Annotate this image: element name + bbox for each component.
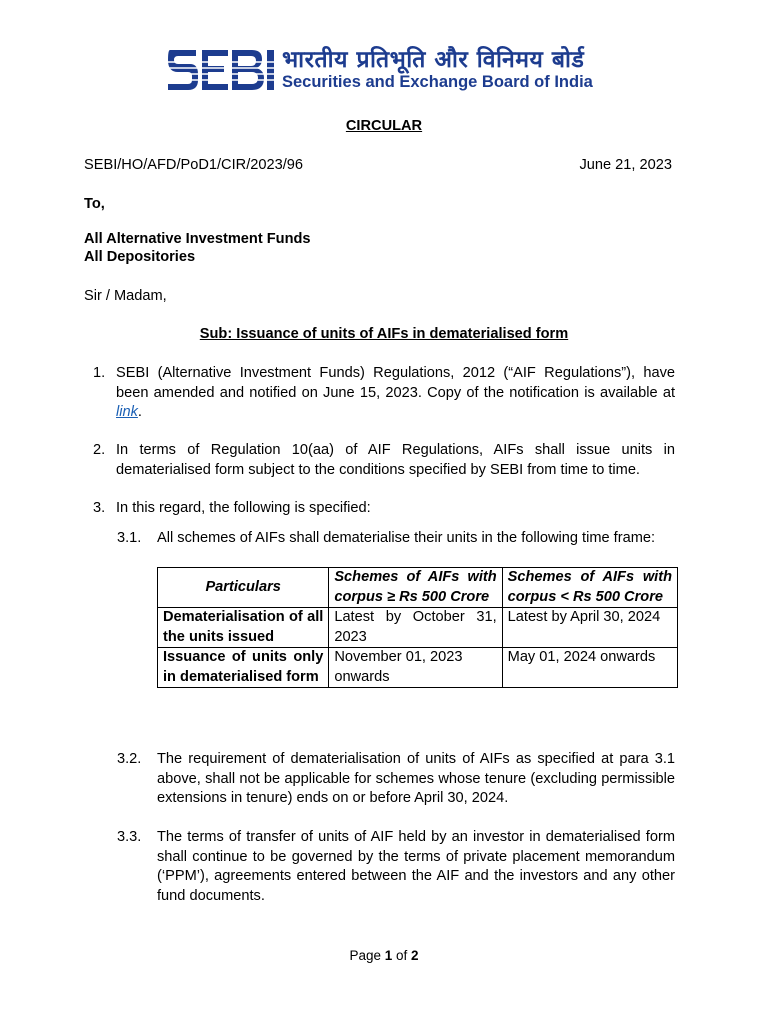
table-cell: November 01, 2023 onwards xyxy=(329,648,502,688)
table-row xyxy=(158,608,678,648)
point-3-3-text: The terms of transfer of units of AIF held by an investor in dematerialised form shall continue to be governed by the terms of private placement memorandum (‘PPM’), agreements entered between the AIF and the investors and any other fund documents. xyxy=(157,829,675,904)
sebi-header xyxy=(166,40,606,100)
sebi-hindi-name: भारतीय प्रतिभूति और विनिमय बोर्ड xyxy=(282,47,585,73)
recipient-aifs: All Alternative Investment Funds xyxy=(84,231,311,247)
table-header-small-corpus: Schemes of AIFs with corpus < Rs 500 Crore xyxy=(502,568,677,608)
sebi-english-name: Securities and Exchange Board of India xyxy=(282,73,593,91)
point-3-2-text: The requirement of dematerialisation of units of AIFs as specified at para 3.1 above, shall not be applicable for schemes whose tenure (excluding permissible extensions in tenure) ends on or before April 30, 2024. xyxy=(157,751,675,806)
point-3-2-number: 3.2. xyxy=(117,751,142,767)
table-cell: Latest by October 31, 2023 xyxy=(329,608,502,648)
table-cell: Dematerialisation of all the units issued xyxy=(158,608,329,648)
circular-title: CIRCULAR xyxy=(345,118,423,134)
point-3-1-number: 3.1. xyxy=(117,530,142,546)
table-header-row xyxy=(158,568,678,608)
total-pages: 2 xyxy=(411,948,419,963)
recipient-depositories: All Depositories xyxy=(84,249,196,265)
point-3-3-number: 3.3. xyxy=(117,829,142,845)
point-2-text: In terms of Regulation 10(aa) of AIF Regulations, AIFs shall issue units in dematerialised form subject to the conditions specified by SEBI from time to time. xyxy=(116,442,675,478)
of-label: of xyxy=(396,948,408,963)
point-3-1-text: All schemes of AIFs shall dematerialise their units in the following time frame: xyxy=(157,530,656,546)
subject-line: Sub: Issuance of units of AIFs in dematerialised form xyxy=(199,326,569,342)
page-number xyxy=(0,946,768,966)
point-1-number: 1. xyxy=(93,365,106,381)
table-header-particulars: Particulars xyxy=(158,568,329,608)
table-cell: Issuance of units only in dematerialised form xyxy=(158,648,329,688)
page-label: Page xyxy=(349,948,381,963)
point-1-text-end: . xyxy=(137,404,142,420)
point-1-text-main: SEBI (Alternative Investment Funds) Regulations, 2012 (“AIF Regulations”), have been amended and notified on June 15, 2023. Copy of the notification is available at xyxy=(116,365,675,401)
point-3-number: 3. xyxy=(93,500,106,516)
to-label: To, xyxy=(84,196,105,212)
notification-link[interactable]: link xyxy=(116,404,138,420)
table-row xyxy=(158,648,678,688)
circular-reference: SEBI/HO/AFD/PoD1/CIR/2023/96 xyxy=(84,157,303,173)
circular-date: June 21, 2023 xyxy=(579,157,672,173)
table-cell: May 01, 2024 onwards xyxy=(502,648,677,688)
point-3-text: In this regard, the following is specified: xyxy=(116,500,371,516)
current-page: 1 xyxy=(384,948,393,963)
table-cell: Latest by April 30, 2024 xyxy=(502,608,677,648)
point-2-number: 2. xyxy=(93,442,106,458)
dematerialisation-timeline-table xyxy=(157,567,678,688)
salutation: Sir / Madam, xyxy=(84,288,167,304)
sebi-logo xyxy=(166,44,276,96)
table-header-large-corpus: Schemes of AIFs with corpus ≥ Rs 500 Crore xyxy=(329,568,502,608)
point-1-text xyxy=(116,364,675,423)
